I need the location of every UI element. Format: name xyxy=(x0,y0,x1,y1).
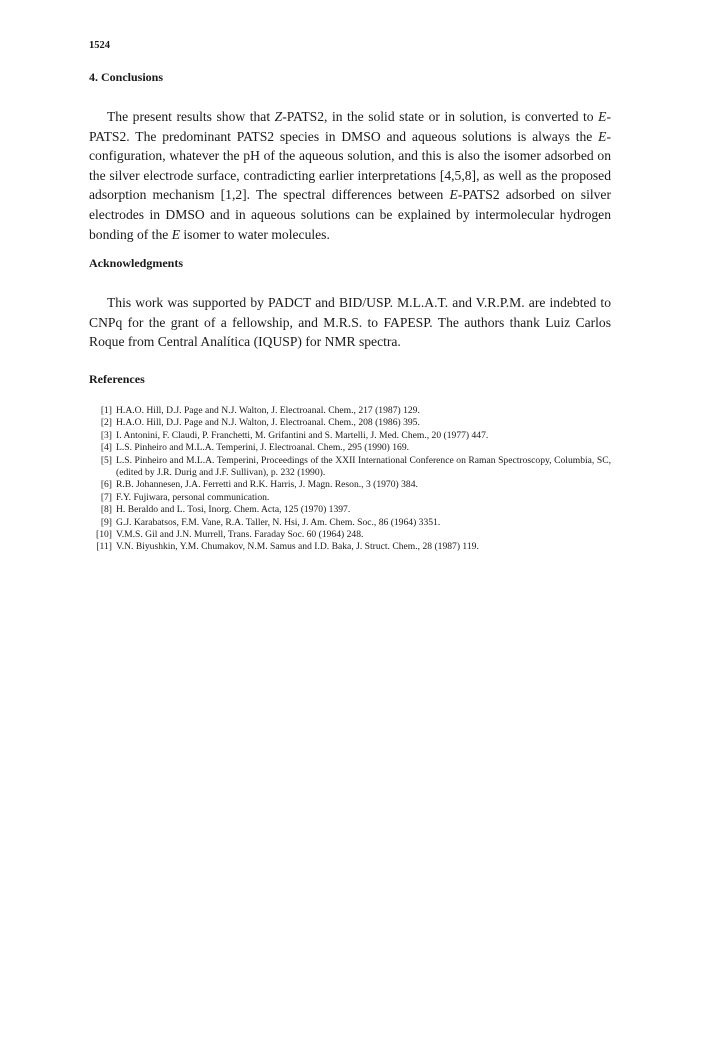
reference-text: H. Beraldo and L. Tosi, Inorg. Chem. Acta, 125 (1970) 1397. xyxy=(116,504,351,516)
reference-item xyxy=(89,455,611,480)
reference-text: L.S. Pinheiro and M.L.A. Temperini, Proceedings of the XXII International Conference on Raman Spectroscopy, Columbia, SC, (edited by J.R. Durig and J.F. Sullivan), p. 232 (1990). xyxy=(116,454,611,479)
reference-number: [1] xyxy=(100,405,112,416)
reference-text: L.S. Pinheiro and M.L.A. Temperini, J. Electroanal. Chem., 295 (1990) 169. xyxy=(116,442,410,454)
reference-item xyxy=(89,517,611,529)
e-configuration-symbol: E xyxy=(598,128,607,144)
reference-item xyxy=(89,405,611,417)
conclusions-text-3: -PATS2. The predominant PATS2 species in DMSO and aqueous solutions is always the xyxy=(89,109,611,144)
reference-item xyxy=(89,541,611,553)
conclusions-text-2: -PATS2, in the solid state or in solution, is converted to xyxy=(282,109,599,124)
conclusions-paragraph xyxy=(89,107,611,244)
e-isomer-symbol-2: E xyxy=(449,187,458,203)
reference-number: [4] xyxy=(100,442,112,454)
reference-text: H.A.O. Hill, D.J. Page and N.J. Walton, J. Electroanal. Chem., 208 (1986) 395. xyxy=(116,417,420,429)
conclusions-text-1: The present results show that xyxy=(107,109,275,124)
reference-text: I. Antonini, F. Claudi, P. Franchetti, M. Grifantini and S. Martelli, J. Med. Chem., 20 (1977) 447. xyxy=(116,429,489,441)
e-isomer-symbol: E xyxy=(598,109,607,124)
reference-number: [10] xyxy=(96,529,112,541)
reference-number: [6] xyxy=(100,479,112,491)
conclusions-text-4: -configuration, whatever the pH of the aqueous solution, and this is also the isomer adsorbed on the silver electrode surface, contradicting earlier interpretations [4,5,8], as well as the proposed adsorption mechanism [1,2]. The spectral differences between xyxy=(89,128,611,203)
z-isomer-symbol: Z xyxy=(274,109,283,124)
reference-number: [7] xyxy=(100,491,112,503)
conclusions-heading: 4. Conclusions xyxy=(89,70,164,84)
reference-number: [3] xyxy=(100,429,112,441)
reference-item xyxy=(89,430,611,442)
reference-text: R.B. Johannesen, J.A. Ferretti and R.K. Harris, J. Magn. Reson., 3 (1970) 384. xyxy=(116,479,418,491)
references-section xyxy=(89,372,611,554)
reference-text: V.M.S. Gil and J.N. Murrell, Trans. Faraday Soc. 60 (1964) 248. xyxy=(116,529,364,541)
acknowledgments-paragraph: This work was supported by PADCT and BID/USP. M.L.A.T. and V.R.P.M. are indebted to CNPq for the grant of a fellowship, and M.R.S. to FAPESP. The authors thank Luiz Carlos Roque from Central Analítica (IQUSP) for NMR spectra. xyxy=(89,295,611,350)
acknowledgments-heading: Acknowledgments xyxy=(89,256,184,270)
conclusions-text-5: -PATS2 adsorbed on silver electrodes in DMSO and in aqueous solutions can be explained by intermolecular hydrogen bonding of the xyxy=(89,187,611,242)
reference-item xyxy=(89,492,611,504)
reference-number: [8] xyxy=(100,504,112,516)
e-isomer-symbol-3: E xyxy=(171,226,180,242)
conclusions-text-6: isomer to water molecules. xyxy=(180,226,330,242)
reference-number: [9] xyxy=(100,516,112,528)
reference-text: F.Y. Fujiwara, personal communication. xyxy=(116,491,270,503)
reference-item xyxy=(89,479,611,491)
reference-text: G.J. Karabatsos, F.M. Vane, R.A. Taller, N. Hsi, J. Am. Chem. Soc., 86 (1964) 3351. xyxy=(116,516,441,528)
reference-number: [5] xyxy=(100,454,112,466)
reference-list xyxy=(89,405,611,554)
reference-item xyxy=(89,417,611,429)
reference-item xyxy=(89,442,611,454)
reference-number: [2] xyxy=(100,417,112,429)
references-heading: References xyxy=(89,372,145,386)
conclusions-section xyxy=(89,70,611,244)
reference-item xyxy=(89,504,611,516)
reference-number: [11] xyxy=(96,541,112,553)
reference-item xyxy=(89,529,611,541)
acknowledgments-section xyxy=(89,256,611,352)
reference-text: V.N. Biyushkin, Y.M. Chumakov, N.M. Samus and I.D. Baka, J. Struct. Chem., 28 (1987) 119. xyxy=(116,541,479,553)
reference-text: H.A.O. Hill, D.J. Page and N.J. Walton, J. Electroanal. Chem., 217 (1987) 129. xyxy=(116,405,420,416)
page-number: 1524 xyxy=(89,40,110,51)
